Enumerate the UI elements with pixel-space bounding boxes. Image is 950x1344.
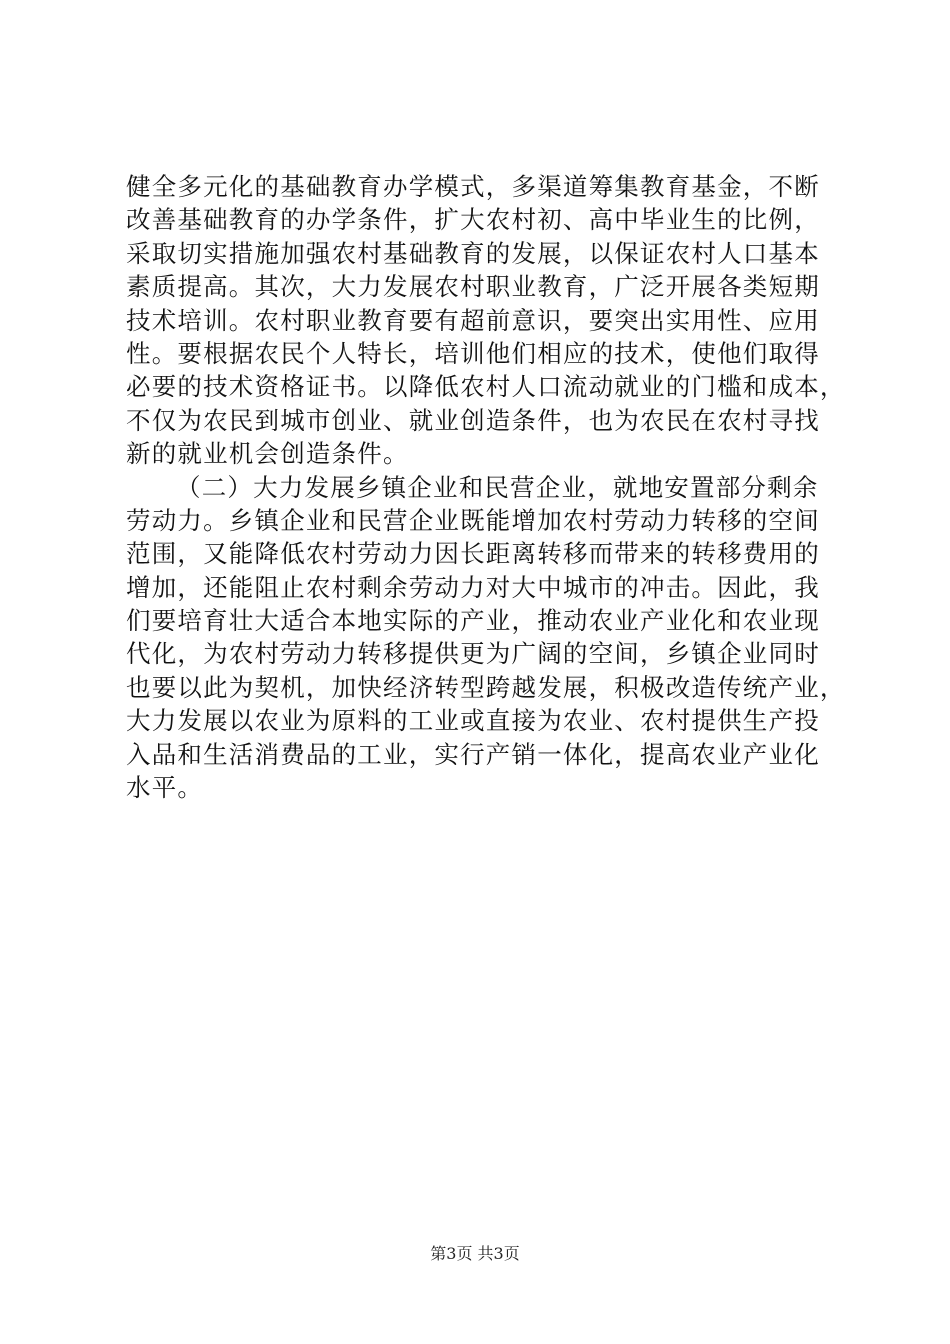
text-line: 不仅为农民到城市创业、就业创造条件，也为农民在农村寻找 bbox=[126, 405, 820, 435]
text-line: 也要以此为契机，加快经济转型跨越发展，积极改造传统产业， bbox=[126, 672, 846, 702]
text-line: 增加，还能阻止农村剩余劳动力对大中城市的冲击。因此，我 bbox=[126, 572, 820, 602]
text-line: 代化，为农村劳动力转移提供更为广阔的空间，乡镇企业同时 bbox=[126, 639, 820, 669]
page-number: 第3页 共3页 bbox=[430, 1244, 520, 1263]
text-line: 性。要根据农民个人特长，培训他们相应的技术，使他们取得 bbox=[126, 338, 820, 368]
text-line: 大力发展以农业为原料的工业或直接为农业、农村提供生产投 bbox=[126, 706, 820, 736]
paragraph-2 bbox=[126, 471, 866, 805]
body-text bbox=[126, 170, 866, 804]
text-line: 健全多元化的基础教育办学模式，多渠道筹集教育基金，不断 bbox=[126, 172, 820, 201]
text-line: 新的就业机会创造条件。 bbox=[126, 439, 409, 469]
text-line: 改善基础教育的办学条件，扩大农村初、高中毕业生的比例， bbox=[126, 205, 820, 235]
text-line: 入品和生活消费品的工业，实行产销一体化，提高农业产业化 bbox=[126, 739, 820, 769]
text-line: 素质提高。其次，大力发展农村职业教育，广泛开展各类短期 bbox=[126, 272, 820, 302]
paragraph-1 bbox=[126, 170, 866, 471]
text-line: 水平。 bbox=[126, 773, 204, 803]
text-line: （二）大力发展乡镇企业和民营企业，就地安置部分剩余 bbox=[176, 472, 819, 502]
page-footer bbox=[0, 1242, 950, 1266]
text-line: 劳动力。乡镇企业和民营企业既能增加农村劳动力转移的空间 bbox=[126, 505, 820, 535]
text-line: 采取切实措施加强农村基础教育的发展，以保证农村人口基本 bbox=[126, 238, 820, 268]
text-line: 必要的技术资格证书。以降低农村人口流动就业的门槛和成本， bbox=[126, 372, 846, 402]
text-line: 技术培训。农村职业教育要有超前意识，要突出实用性、应用 bbox=[126, 305, 820, 335]
text-line: 范围，又能降低农村劳动力因长距离转移而带来的转移费用的 bbox=[126, 539, 820, 569]
text-line: 们要培育壮大适合本地实际的产业，推动农业产业化和农业现 bbox=[126, 606, 820, 636]
